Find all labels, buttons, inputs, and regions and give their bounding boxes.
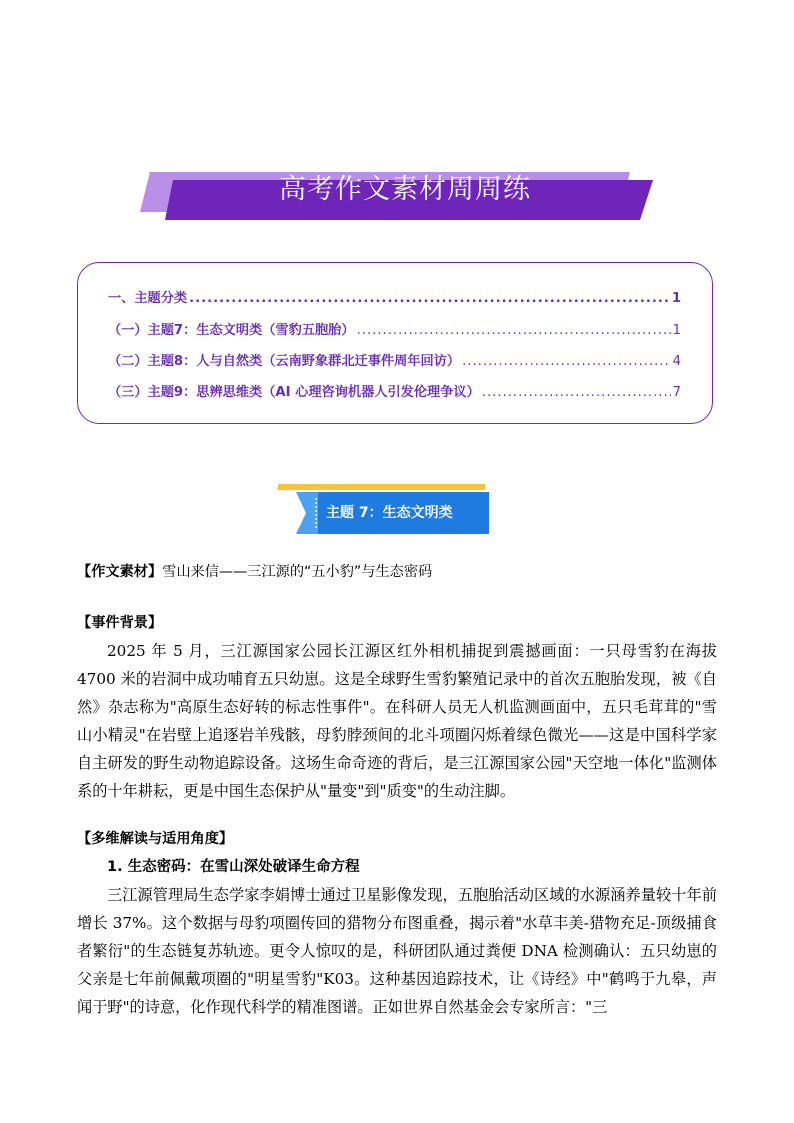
material-tag: 【作文素材】 [77,564,163,580]
tab-accent-bar [278,484,485,490]
document-title: 高考作文素材周周练 [279,174,531,205]
toc-leader [357,323,671,338]
toc-leader [462,354,671,369]
interpretation-paragraph: 三江源管理局生态学家李娟博士通过卫星影像发现，五胞胎活动区域的水源涵养量较十年前增长 37%。这个数据与母豹项圈传回的猎物分布图重叠，揭示着"水草丰美-猎物充足-顶级捕食者繁衍"的生态链复苏轨迹。更令人惊叹的是，科研团队通过粪便 DNA 检测确认：五只幼崽的父亲是七年前佩戴项圈的"明星雪豹"K03。这种基因追踪技术，让《诗经》中"鹤鸣于九皋，声闻于野"的诗意，化作现代科学的精准图谱。正如世界自然基金会专家所言："三 [77,886,717,1016]
toc-leader [482,385,671,400]
toc-item-page: 7 [672,385,681,400]
tab-notch [296,492,318,534]
table-of-contents [77,262,713,424]
section-tab [270,484,494,540]
toc-item[interactable] [108,319,681,338]
section-tab-label: 主题 7：生态文明类 [326,505,453,521]
material-title: 雪山来信——三江源的“五小豹”与生态密码 [162,564,433,580]
toc-item-label: （一）主题7：生态文明类（雪豹五胞胎） [108,323,355,338]
background-paragraph: 2025 年 5 月，三江源国家公园长江源区红外相机捕捉到震撼画面：一只母雪豹在海拔 4700 米的岩洞中成功哺育五只幼崽。这是全球野生雪豹繁殖记录中的首次五胞胎发现，被《自然》杂志称为"高原生态好转的标志性事件"。在科研人员无人机监测画面中，五只毛茸茸的"雪山小精灵"在岩壁上追逐岩羊残骸，母豹脖颈间的北斗项圈闪烁着绿色微光——这是中国科学家自主研发的野生动物追踪设备。这场生命奇迹的背后，是三江源国家公园"天空地一体化"监测体系的十年耕耘，更是中国生态保护从"量变"到"质变"的生动注脚。 [77,642,717,800]
toc-item[interactable] [108,381,681,400]
toc-item-page: 4 [672,354,681,369]
interpretation-heading: 【多维解读与适用角度】 [77,831,234,847]
title-banner [0,0,794,230]
interpretation-heading-line [77,825,717,853]
material-title-line [77,558,717,586]
toc-item-page: 1 [671,291,681,306]
toc-leader [189,291,670,306]
toc-item[interactable] [108,350,681,369]
background-heading-line [77,609,717,637]
background-heading: 【事件背景】 [77,615,163,631]
interpretation-subheading: 1. 生态密码：在雪山深处破译生命方程 [107,859,360,875]
toc-item-label: （三）主题9：思辨思维类（AI 心理咨询机器人引发伦理争议） [108,385,480,400]
toc-item-label: （二）主题8：人与自然类（云南野象群北迁事件周年回访） [108,354,461,369]
toc-item-page: 1 [672,323,681,338]
toc-item-label: 一、主题分类 [108,291,188,306]
toc-item[interactable] [108,287,681,306]
